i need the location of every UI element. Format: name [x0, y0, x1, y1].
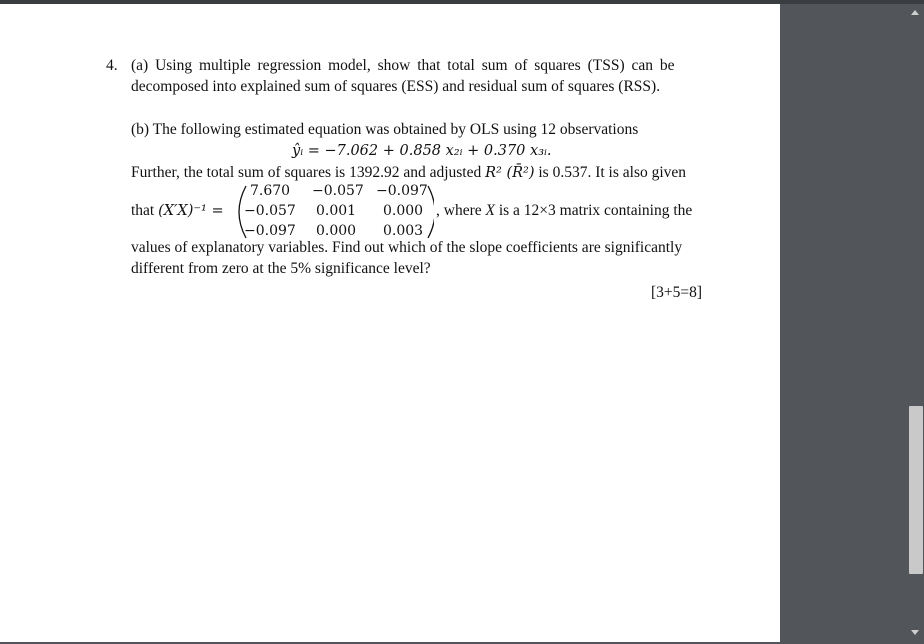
matrix-cell-0-2: −0.097 — [376, 183, 428, 199]
matrix-cell-1-2: 0.000 — [383, 203, 424, 219]
final-line-1: values of explanatory variables. Find out which of the slope coefficients are significantly — [131, 239, 683, 256]
vertical-scrollbar-thumb[interactable] — [909, 406, 923, 574]
that-line — [131, 201, 224, 221]
part-a-line-2: decomposed into explained sum of squares (ESS) and residual sum of squares (RSS). — [131, 78, 661, 95]
matrix-cell-0-0: 7.670 — [250, 183, 291, 199]
regression-equation: ŷᵢ = −7.062 + 0.858 x₂ᵢ + 0.370 x₃ᵢ. — [292, 143, 552, 159]
matrix-label: (X′X)⁻¹ = — [158, 203, 224, 219]
where-variable: X — [485, 202, 495, 219]
question-number: 4. — [106, 57, 118, 74]
where-prefix: , where — [436, 202, 486, 219]
document-page — [0, 4, 780, 644]
matrix-cell-2-1: 0.000 — [316, 223, 357, 239]
matrix-cell-1-0: −0.057 — [244, 203, 296, 219]
final-line-2: different from zero at the 5% significance level? — [131, 260, 431, 277]
r-squared-expression: R² (R̄²) — [485, 165, 535, 181]
where-line — [436, 201, 692, 221]
further-prefix: Further, the total sum of squares is 1392.92 and adjusted — [131, 164, 486, 181]
further-line — [131, 163, 686, 183]
matrix-cell-2-0: −0.097 — [244, 223, 296, 239]
part-b-intro: (b) The following estimated equation was obtained by OLS using 12 observations — [131, 121, 639, 138]
matrix-cell-2-2: 0.003 — [383, 223, 424, 239]
part-a-line-1: (a) Using multiple regression model, show that total sum of squares (TSS) can be — [131, 57, 675, 74]
marks-allocation: [3+5=8] — [651, 284, 703, 301]
scroll-down-arrow-icon[interactable] — [911, 630, 919, 635]
matrix-cell-0-1: −0.057 — [312, 183, 364, 199]
that-prefix: that — [131, 202, 159, 219]
matrix-cell-1-1: 0.001 — [316, 203, 357, 219]
where-suffix: is a 12×3 matrix containing the — [494, 202, 693, 219]
right-paren — [428, 186, 434, 238]
scroll-up-arrow-icon[interactable] — [911, 10, 919, 15]
further-suffix: is 0.537. It is also given — [534, 164, 687, 181]
